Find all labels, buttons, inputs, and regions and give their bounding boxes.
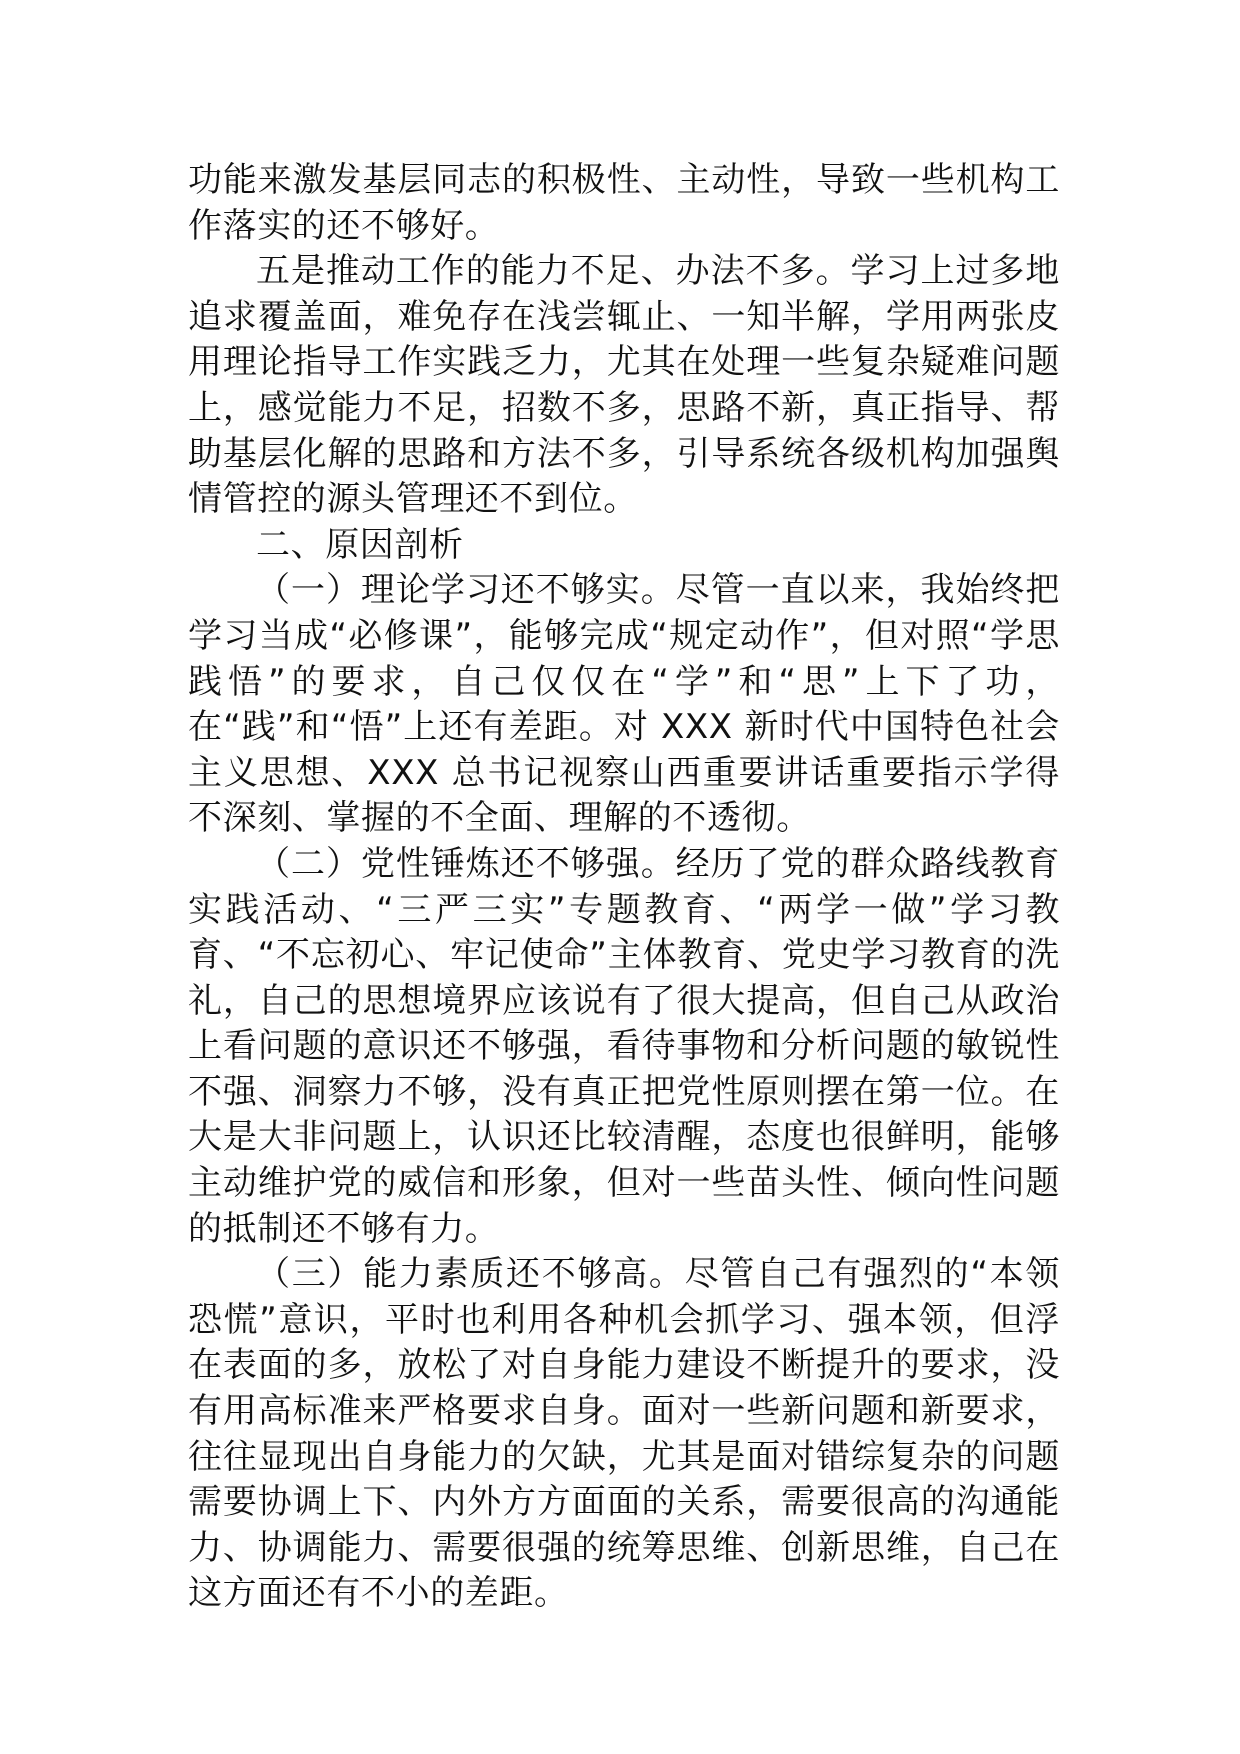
document-body (188, 158, 1060, 1617)
paragraph-party-spirit: （二）党性锤炼还不够强。经历了党的群众路线教育实践活动、“三严三实”专题教育、“两学一做”学习教育、“不忘初心、牢记使命”主体教育、党史学习教育的洗礼，自己的思想境界应该说有了很大提高，但自己从政治上看问题的意识还不够强，看待事物和分析问题的敏锐性不强、洞察力不够，没有真正把党性原则摆在第一位。在大是大非问题上，认识还比较清醒，态度也很鲜明，能够主动维护党的威信和形象，但对一些苗头性、倾向性问题的抵制还不够有力。 (188, 843, 1060, 1249)
section-heading-cause-analysis: 二、原因剖析 (256, 524, 464, 565)
paragraph-ability-quality: （三）能力素质还不够高。尽管自己有强烈的“本领恐慌”意识，平时也利用各种机会抓学习、强本领，但浮在表面的多，放松了对自身能力建设不断提升的要求，没有用高标准来严格要求自身。面对一些新问题和新要求，往往显现出自身能力的欠缺，尤其是面对错综复杂的问题需要协调上下、内外方方面面的关系，需要很高的沟通能力、协调能力、需要很强的统筹思维、创新思维，自己在这方面还有不小的差距。 (188, 1254, 1060, 1614)
paragraph-point-five: 五是推动工作的能力不足、办法不多。学习上过多地追求覆盖面，难免存在浅尝辄止、一知半解，学用两张皮用理论指导工作实践乏力，尤其在处理一些复杂疑难问题上，感觉能力不足，招数不多，思路不新，真正指导、帮助基层化解的思路和方法不多，引导系统各级机构加强舆情管控的源头管理还不到位。 (188, 251, 1060, 520)
paragraph-theory-study: （一）理论学习还不够实。尽管一直以来，我始终把学习当成“必修课”，能够完成“规定动作”，但对照“学思践悟”的要求，自己仅仅在“学”和“思”上下了功，在“践”和“悟”上还有差距。对 XXX 新时代中国特色社会主义思想、XXX 总书记视察山西重要讲话重要指示学得不深刻、掌握的不全面、理解的不透彻。 (188, 570, 1060, 839)
paragraph-continuation: 功能来激发基层同志的积极性、主动性，导致一些机构工作落实的还不够好。 (188, 160, 1060, 246)
